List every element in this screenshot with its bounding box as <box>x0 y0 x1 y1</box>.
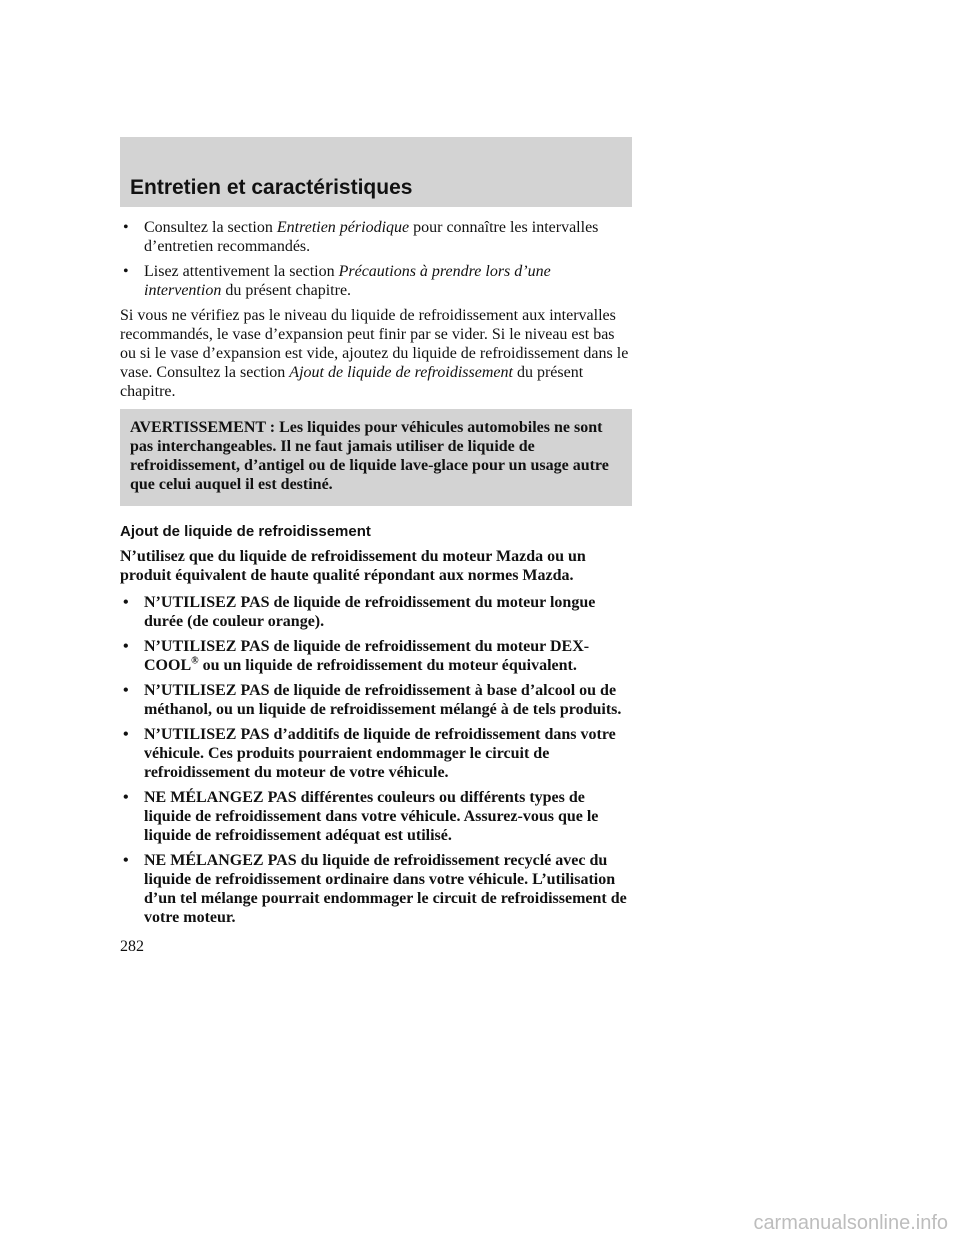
paragraph-text: Si vous ne vérifiez pas le niveau du liquide de refroidissement aux intervalles recommandés, le vase d’expansion peut finir par se vider. Si le niveau est bas ou si le vase d’expansion est vide, ajoutez du liquide de refroidissement dans le vase. Consultez la section <box>120 307 629 381</box>
list-item-text: NE MÉLANGEZ PAS différentes couleurs ou différents types de liquide de refroidissement dans votre véhicule. Assurez-vous que le liquide de refroidissement adéquat est utilisé. <box>144 789 599 844</box>
list-item <box>120 637 632 675</box>
list-item-text: Consultez la section <box>144 219 277 236</box>
list-item <box>120 725 632 782</box>
bullet-glyph: • <box>123 726 129 743</box>
bullet-glyph: • <box>123 852 129 869</box>
section-intro: N’utilisez que du liquide de refroidissement du moteur Mazda ou un produit équivalent de haute qualité répondant aux normes Mazda. <box>120 548 586 584</box>
header-band <box>120 137 632 207</box>
page-title: Entretien et caractéristiques <box>130 176 413 199</box>
page-number: 282 <box>120 938 144 955</box>
watermark: carmanualsonline.info <box>753 1212 948 1234</box>
warning-text: AVERTISSEMENT : Les liquides pour véhicules automobiles ne sont pas interchangeables. Il ne faut jamais utiliser de liquide de refroidissement, d’antigel ou de liquide lave-glace pour un usage autre que celui auquel il est destiné. <box>130 419 609 493</box>
list-item-text: NE MÉLANGEZ PAS du liquide de refroidissement recyclé avec du liquide de refroidissement ordinaire dans votre véhicule. L’utilisation d’un tel mélange pourrait endommager le circuit de refroidissement de votre moteur. <box>144 852 627 926</box>
section-reference: Précautions à prendre lors d’une intervention <box>144 263 551 299</box>
list-item-text: N’UTILISEZ PAS de liquide de refroidissement du moteur DEX-COOL <box>144 638 590 674</box>
body-paragraph <box>120 306 632 401</box>
bullet-glyph: • <box>123 638 129 655</box>
paragraph-text: du présent chapitre. <box>120 364 584 400</box>
bullet-glyph: • <box>123 789 129 806</box>
list-item <box>120 593 632 631</box>
list-item <box>120 262 632 300</box>
page-content <box>120 218 632 933</box>
list-item-text: N’UTILISEZ PAS de liquide de refroidissement du moteur longue durée (de couleur orange). <box>144 594 596 630</box>
list-item <box>120 851 632 927</box>
registered-mark: ® <box>191 655 199 667</box>
list-item <box>120 788 632 845</box>
list-item <box>120 218 632 256</box>
section-heading: Ajout de liquide de refroidissement <box>120 523 371 540</box>
list-item <box>120 681 632 719</box>
list-item-text: Lisez attentivement la section <box>144 263 339 280</box>
bullet-glyph: • <box>123 594 129 611</box>
list-item-text: du présent chapitre. <box>221 282 352 299</box>
warning-box <box>120 409 632 506</box>
section-reference: Ajout de liquide de refroidissement <box>289 364 513 381</box>
bullet-glyph: • <box>123 219 129 236</box>
list-item-text: pour connaître les intervalles d’entretien recommandés. <box>144 219 599 255</box>
list-item-text: N’UTILISEZ PAS d’additifs de liquide de refroidissement dans votre véhicule. Ces produits pourraient endommager le circuit de refroidissement du moteur de votre véhicule. <box>144 726 616 781</box>
list-item-text: ou un liquide de refroidissement du moteur équivalent. <box>198 657 577 674</box>
list-item-text: N’UTILISEZ PAS de liquide de refroidissement à base d’alcool ou de méthanol, ou un liquide de refroidissement mélangé à de tels produits. <box>144 682 622 718</box>
section-reference: Entretien périodique <box>276 219 410 236</box>
bullet-glyph: • <box>123 682 129 699</box>
bullet-glyph: • <box>123 263 129 280</box>
